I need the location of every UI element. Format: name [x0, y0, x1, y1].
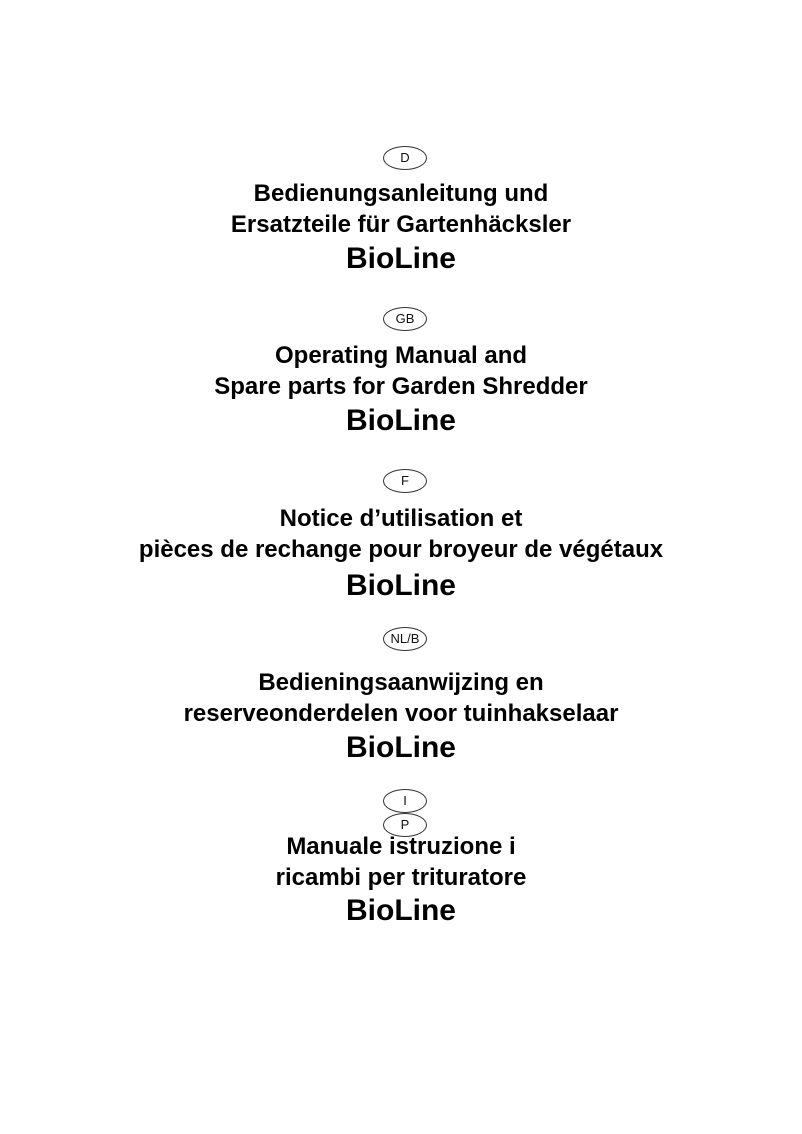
title-line-1-d: Bedienungsanleitung und [253, 180, 549, 207]
language-badge-p: P [383, 813, 427, 837]
product-name-d: BioLine [346, 242, 456, 275]
title-line-2-f: pièces de rechange pour broyeur de végétaux [138, 536, 664, 563]
title-line-2-gb: Spare parts for Garden Shredder [214, 373, 588, 400]
product-name-i: BioLine [346, 894, 456, 927]
product-name-f: BioLine [346, 569, 456, 602]
title-line-2-nl: reserveonderdelen voor tuinhakselaar [183, 700, 619, 727]
title-line-1-nl: Bedieningsaanwijzing en [258, 669, 544, 696]
language-badge-nl-b: NL/B [383, 627, 427, 651]
language-badge-f: F [383, 469, 427, 493]
title-line-1-gb: Operating Manual and [274, 342, 528, 369]
title-line-2-i: ricambi per trituratore [275, 864, 527, 891]
language-badge-d: D [383, 146, 427, 170]
title-line-2-d: Ersatzteile für Gartenhäcksler [230, 211, 572, 238]
language-badge-p-clipped [383, 813, 427, 832]
product-name-nl: BioLine [346, 731, 456, 764]
product-name-gb: BioLine [346, 404, 456, 437]
title-line-1-f: Notice d’utilisation et [279, 505, 523, 532]
language-badge-i: I [383, 789, 427, 813]
language-badge-gb: GB [383, 307, 427, 331]
title-line-1-i: Manuale istruzione i [286, 833, 516, 860]
